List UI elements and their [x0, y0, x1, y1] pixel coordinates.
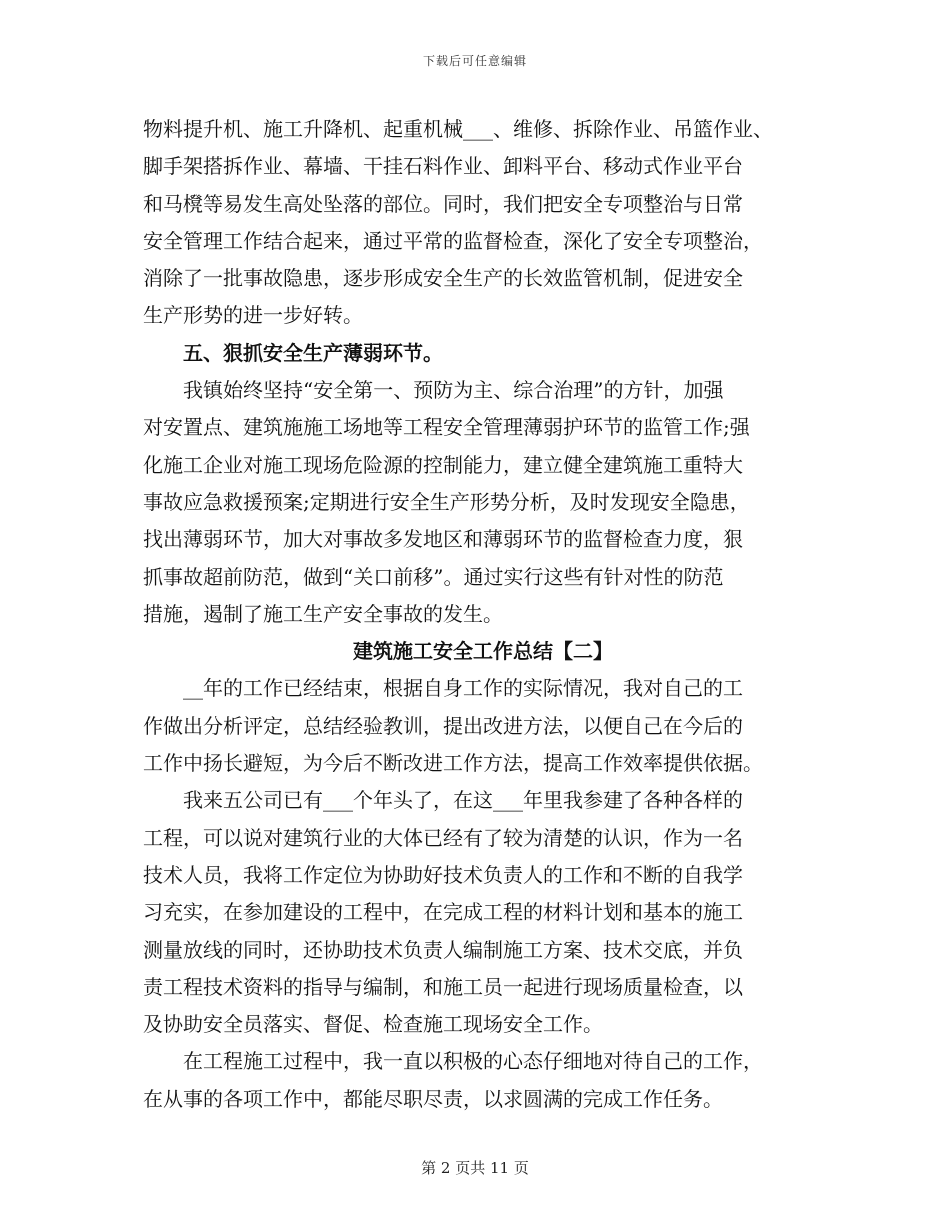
- text-line: 对安置点、建筑施施工场地等工程安全管理薄弱护环节的监管工作;强: [143, 415, 750, 440]
- paragraph-5: [143, 1043, 823, 1118]
- text-line: 作做出分析评定，总结经验教训，提出改进方法，以便自己在今后的: [143, 713, 743, 738]
- text-line: 脚手架搭拆作业、幕墙、干挂石料作业、卸料平台、移动式作业平台: [143, 154, 743, 179]
- text-line: 物料提升机、施工升降机、起重机械___、维修、拆除作业、吊篮作业、: [143, 117, 773, 141]
- section-heading-5: 五、狠抓安全生产薄弱环节。: [183, 340, 443, 365]
- text-line: 工程，可以说对建筑行业的大体已经有了较为清楚的认识，作为一名: [143, 825, 743, 850]
- text-line: 和马櫈等易发生高处坠落的部位。同时，我们把安全专项整治与日常: [143, 191, 743, 216]
- text-line: 技术人员，我将工作定位为协助好技术负责人的工作和不断的自我学: [143, 862, 743, 887]
- text-line: 事故应急救援预案;定期进行安全生产形势分析，及时发现安全隐患，: [143, 489, 750, 514]
- page-number: 第 2 页共 11 页: [421, 1159, 529, 1177]
- text-line: 消除了一批事故隐患，逐步形成安全生产的长效监管机制，促进安全: [143, 266, 743, 291]
- paragraph-3: [143, 670, 823, 782]
- text-line: 找出薄弱环节，加大对事故多发地区和薄弱环节的监督检查力度，狠: [143, 527, 743, 552]
- text-line: __年的工作已经结束，根据自身工作的实际情况，我对自己的工: [183, 676, 743, 701]
- document-title: 建筑施工安全工作总结【二】: [353, 639, 613, 664]
- text-line: 安全管理工作结合起来，通过平常的监督检查，深化了安全专项整治，: [143, 228, 763, 253]
- text-line: 化施工企业对施工现场危险源的控制能力，建立健全建筑施工重特大: [143, 452, 743, 477]
- text-line: 措施，遏制了施工生产安全事故的发生。: [143, 601, 503, 626]
- paragraph-2: [143, 372, 823, 633]
- text-line: 抓事故超前防范，做到“关口前移”。通过实行这些有针对性的防范: [143, 564, 724, 589]
- document-body: [143, 111, 823, 1118]
- text-line: 及协助安全员落实、督促、检查施工现场安全工作。: [143, 1012, 603, 1037]
- text-line: 我来五公司已有___个年头了，在这___年里我参建了各种各样的: [183, 788, 743, 813]
- paragraph-4: [143, 782, 823, 1043]
- paragraph-1: [143, 111, 823, 335]
- text-line: 我镇始终坚持“安全第一、预防为主、综合治理”的方针，加强: [183, 378, 724, 403]
- page-header: 下载后可任意编辑: [422, 54, 527, 68]
- text-line: 生产形势的进一步好转。: [143, 303, 363, 328]
- text-line: 工作中扬长避短，为今后不断改进工作方法，提高工作效率提供依据。: [143, 751, 763, 776]
- text-line: 在工程施工过程中，我一直以积极的心态仔细地对待自己的工作，: [183, 1049, 763, 1074]
- text-line: 习充实，在参加建设的工程中，在完成工程的材料计划和基本的施工: [143, 900, 743, 925]
- text-line: 在从事的各项工作中，都能尽职尽责，以求圆满的完成工作任务。: [143, 1086, 723, 1111]
- text-line: 测量放线的同时，还协助技术负责人编制施工方案、技术交底，并负: [143, 937, 743, 962]
- text-line: 责工程技术资料的指导与编制，和施工员一起进行现场质量检查，以: [143, 974, 743, 999]
